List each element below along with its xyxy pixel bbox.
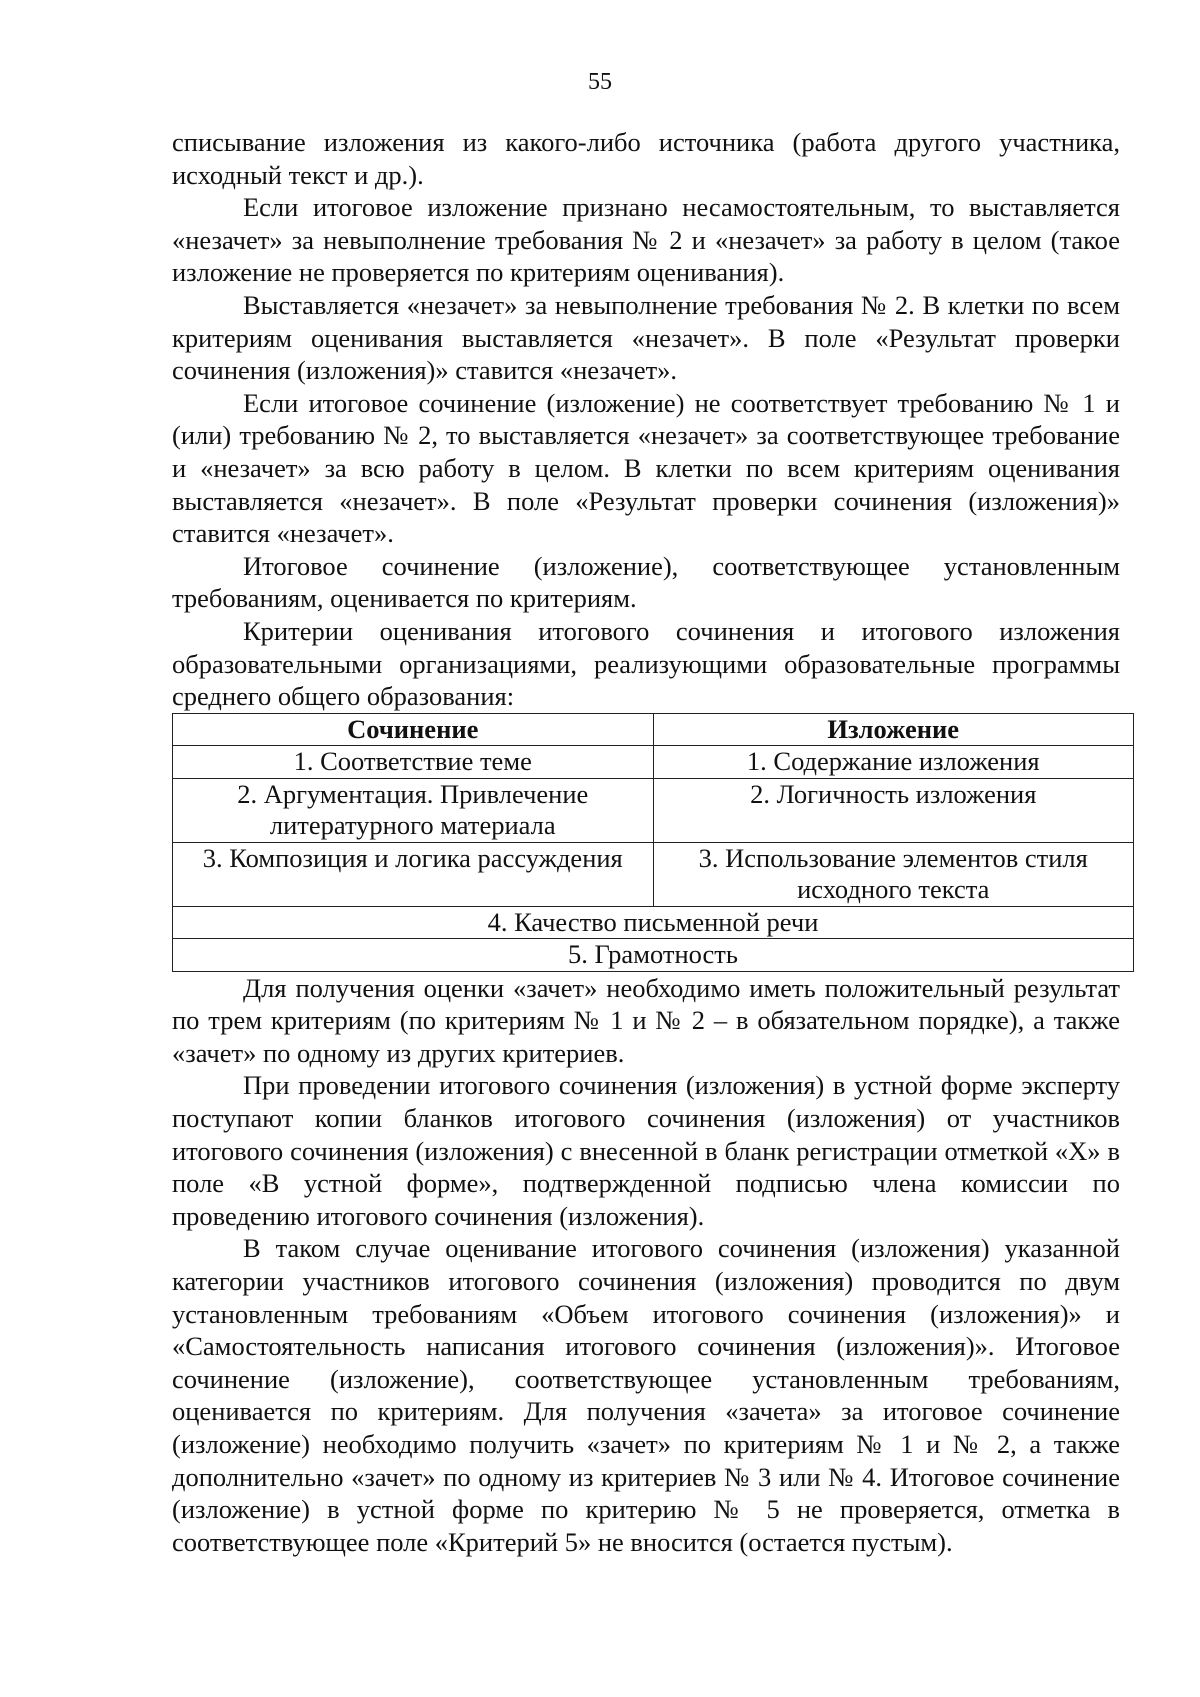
paragraphs-before [172, 126, 1120, 713]
table-cell: 1. Соответствие теме [173, 746, 654, 779]
paragraph: Если итоговое сочинение (изложение) не соответствует требованию № 1 и (или) требованию № 2, то выставляется «незачет» за соответствующее требование и «незачет» за всю работу в целом. В клетки по всем критериям оценивания выставляется «незачет». В поле «Результат проверки сочинения (изложения)» ставится «незачет». [172, 387, 1120, 549]
table-header-row [173, 713, 1134, 746]
table-row [173, 778, 1134, 842]
table-cell: 2. Логичность изложения [653, 778, 1134, 842]
paragraph: Итоговое сочинение (изложение), соответствующее установленным требованиям, оценивается по критериям. [172, 550, 1120, 614]
table-cell: 1. Содержание изложения [653, 746, 1134, 779]
paragraph: При проведении итогового сочинения (изложения) в устной форме эксперту поступают копии бланков итогового сочинения (изложения) от участников итогового сочинения (изложения) с внесенной в бланк регистрации отметкой «Х» в поле «В устной форме», подтвержденной подписью члена комиссии по проведению итогового сочинения (изложения). [172, 1070, 1120, 1231]
paragraph: Критерии оценивания итогового сочинения и итогового изложения образовательными организациями, реализующими образовательные программы среднего общего образования: [172, 615, 1120, 712]
paragraphs-after [172, 972, 1120, 1559]
table-cell-shared: 4. Качество письменной речи [173, 906, 1134, 939]
table-row [173, 746, 1134, 779]
table-row-shared [173, 939, 1134, 972]
page-number: 55 [588, 69, 612, 95]
table-cell: 3. Композиция и логика рассуждения [173, 842, 654, 906]
table-cell: 3. Использование элементов стиля исходного текста [653, 842, 1134, 906]
table-cell-shared: 5. Грамотность [173, 939, 1134, 972]
paragraph: Если итоговое изложение признано несамостоятельным, то выставляется «незачет» за невыполнение требования № 2 и «незачет» за работу в целом (такое изложение не проверяется по критериям оценивания). [172, 192, 1120, 288]
criteria-table [172, 713, 1134, 972]
paragraph: Для получения оценки «зачет» необходимо иметь положительный результат по трем критериям (по критериям № 1 и № 2 – в обязательном порядке), а также «зачет» по одному из других критериев. [172, 972, 1120, 1068]
paragraph: Выставляется «незачет» за невыполнение требования № 2. В клетки по всем критериям оценивания выставляется «незачет». В поле «Результат проверки сочинения (изложения)» ставится «незачет». [172, 289, 1120, 386]
table-header-essay: Сочинение [173, 713, 654, 746]
table-row [173, 842, 1134, 906]
document-body [172, 126, 1120, 1558]
table-header-exposition: Изложение [653, 713, 1134, 746]
paragraph: списывание изложения из какого-либо источника (работа другого участника, исходный текст и др.). [172, 127, 1120, 190]
paragraph: В таком случае оценивание итогового сочинения (изложения) указанной категории участников итогового сочинения (изложения) проводится по двум установленным требованиям «Объем итогового сочинения (изложения)» и «Самостоятельность написания итогового сочинения (изложения)». Итоговое сочинение (изложение), соответствующее установленным требованиям, оценивается по критериям. Для получения «зачета» за итоговое сочинение (изложение) необходимо получить «зачет» по критериям № 1 и № 2, а также дополнительно «зачет» по одному из критериев № 3 или № 4. Итоговое сочинение (изложение) в устной форме по критерию № 5 не проверяется, отметка в соответствующее поле «Критерий 5» не вносится (остается пустым). [172, 1233, 1120, 1557]
table-cell: 2. Аргументация. Привлечение литературного материала [173, 778, 654, 842]
table-row-shared [173, 906, 1134, 939]
